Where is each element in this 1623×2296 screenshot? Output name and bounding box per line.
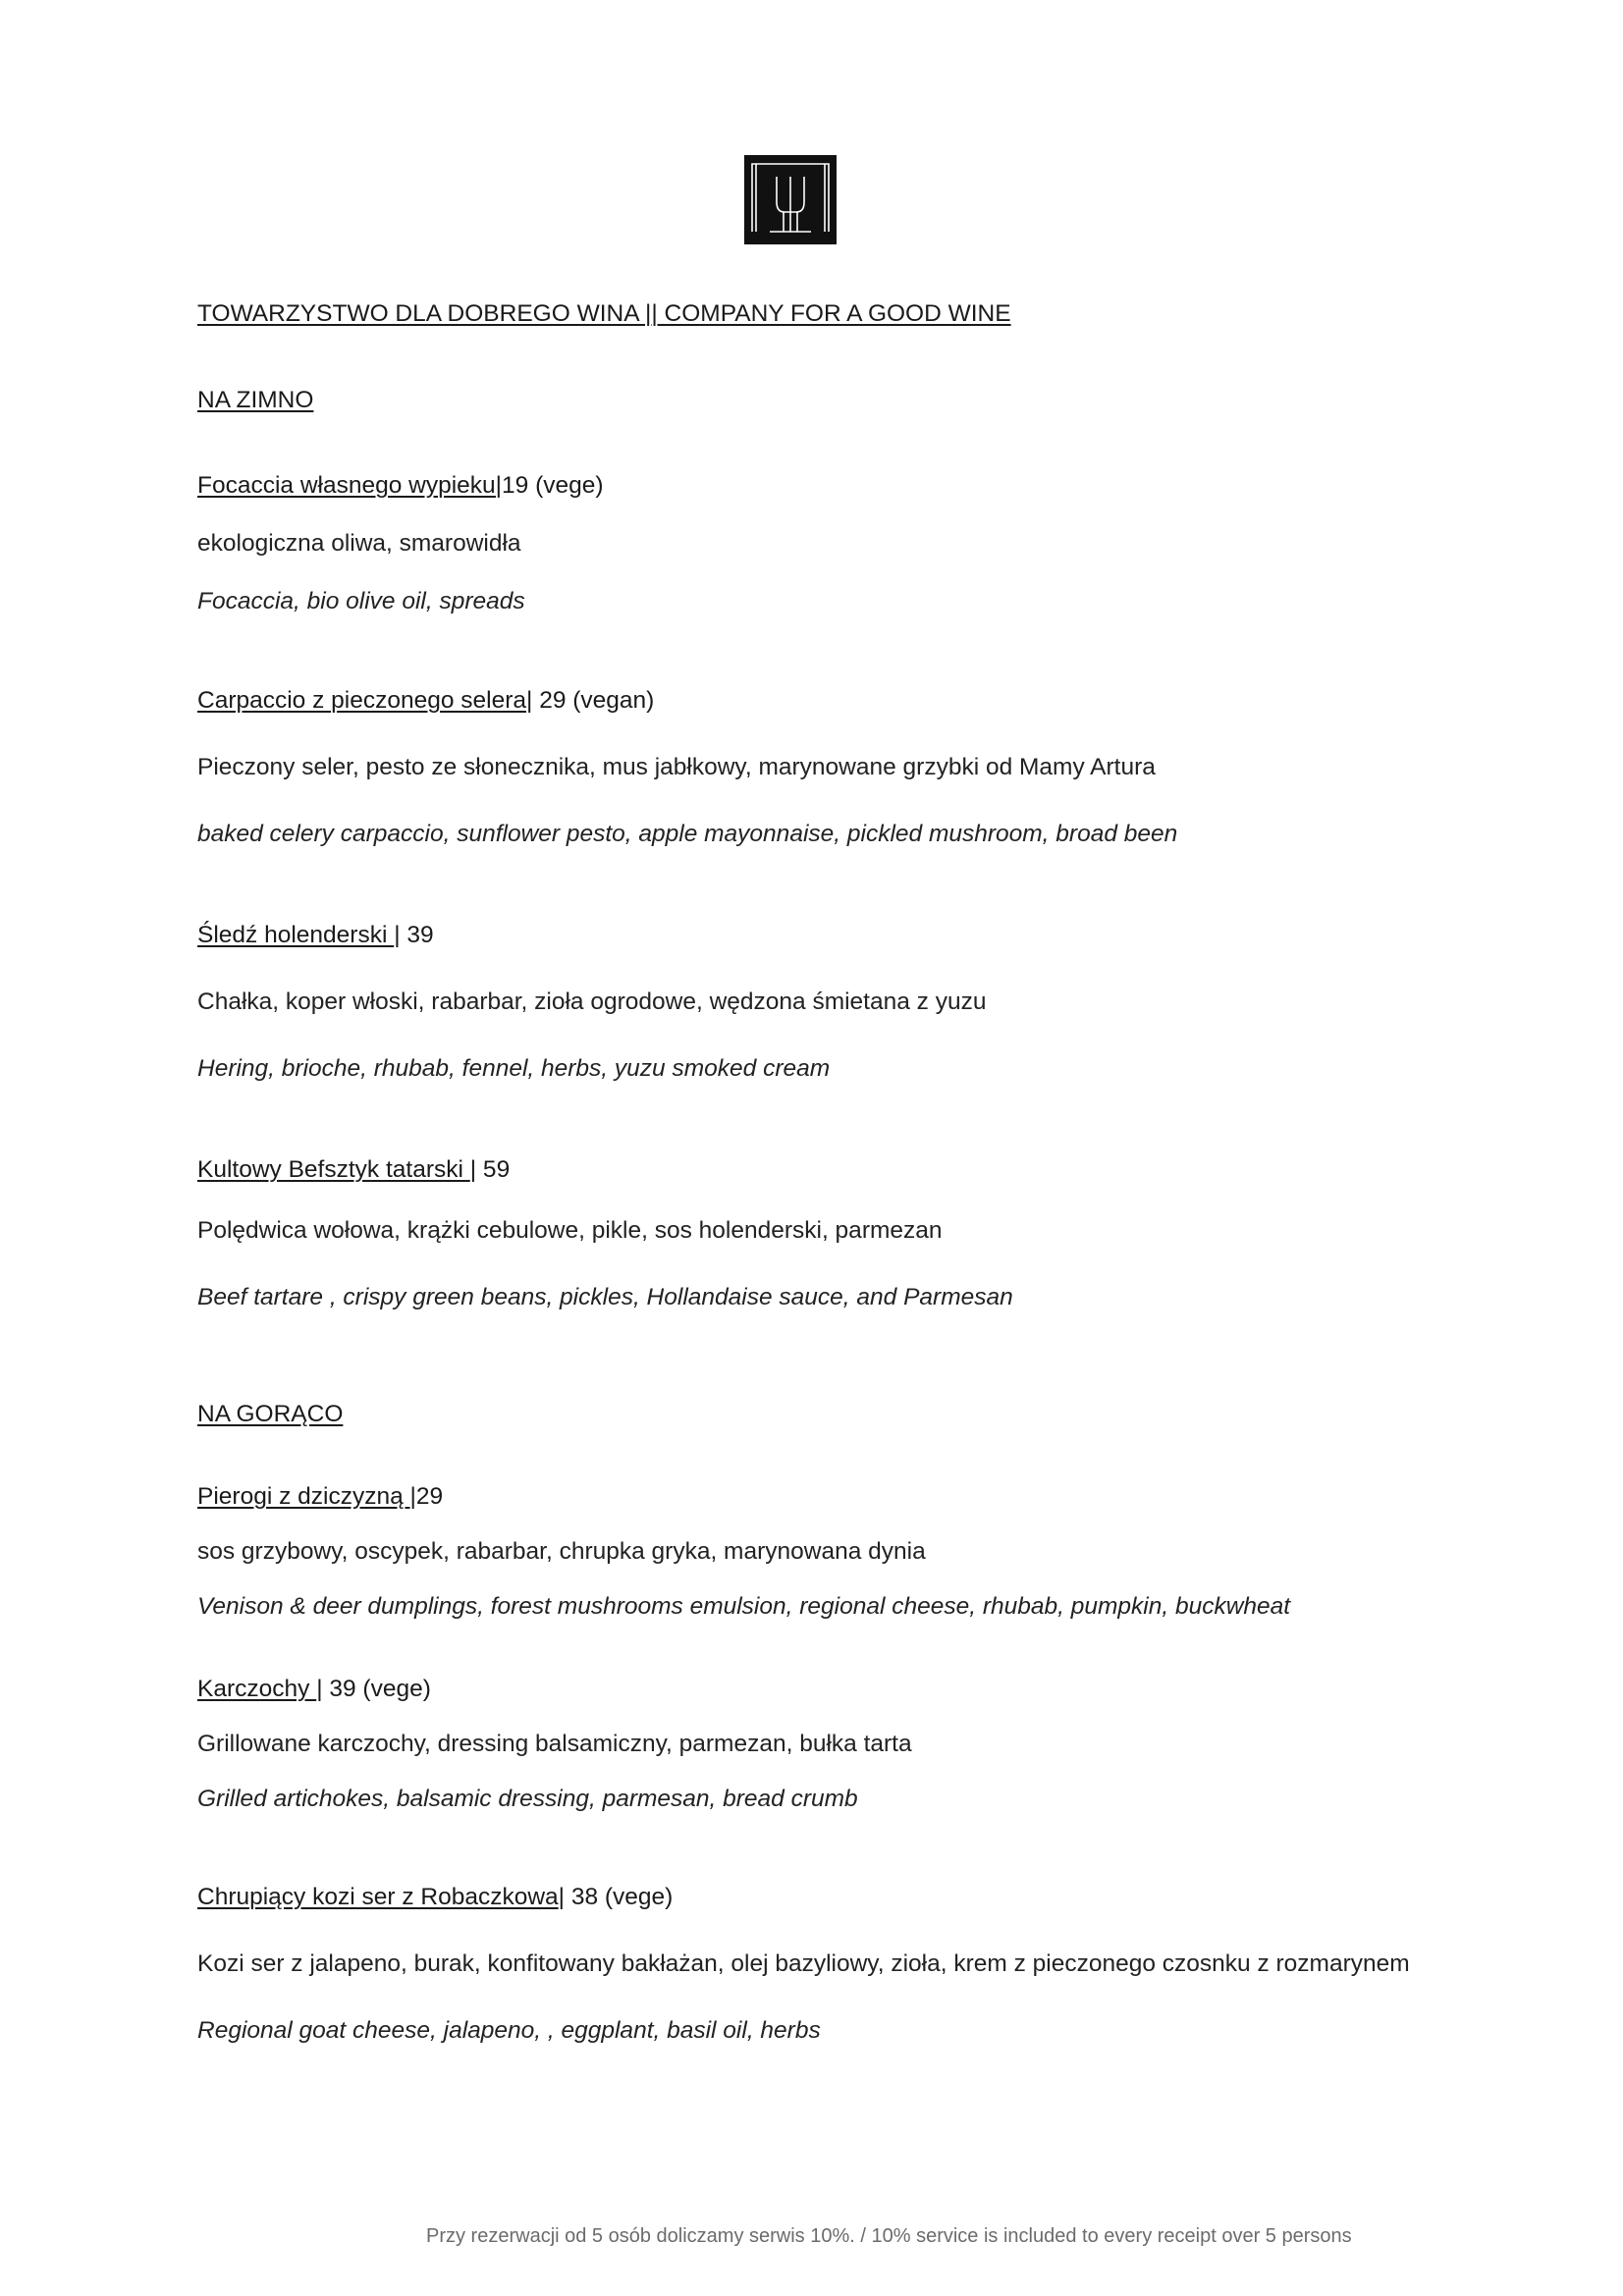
dish-name: Carpaccio z pieczonego selera bbox=[197, 687, 527, 714]
dish-name: Pierogi z dziczyzną bbox=[197, 1483, 410, 1510]
dish-price: |29 bbox=[409, 1483, 444, 1510]
dish-description-en: Hering, brioche, rhubab, fennel, herbs, yuzu smoked cream bbox=[197, 1055, 831, 1082]
dish-description-pl: Kozi ser z jalapeno, burak, konfitowany bakłażan, olej bazyliowy, zioła, krem z pieczonego czosnku z rozmarynem bbox=[197, 1950, 1410, 1977]
dish-name: Kultowy Befsztyk tatarski bbox=[197, 1156, 470, 1183]
menu-item-title bbox=[197, 1678, 431, 1702]
dish-description-en: Regional goat cheese, jalapeno, , eggplant, basil oil, herbs bbox=[197, 2017, 821, 2044]
dish-description-pl: Polędwica wołowa, krążki cebulowe, pikle, sos holenderski, parmezan bbox=[197, 1217, 943, 1244]
dish-description-en: Beef tartare , crispy green beans, pickles, Hollandaise sauce, and Parmesan bbox=[197, 1284, 1013, 1310]
dish-description-en: Focaccia, bio olive oil, spreads bbox=[197, 588, 525, 614]
section-heading-hot: NA GORĄCO bbox=[197, 1401, 344, 1427]
dish-name: Śledź holenderski bbox=[197, 922, 395, 948]
dish-price: | 59 bbox=[469, 1156, 511, 1183]
menu-item-title bbox=[197, 1485, 443, 1510]
dish-name: Chrupiący kozi ser z Robaczkowa bbox=[197, 1884, 559, 1910]
dish-description-pl: sos grzybowy, oscypek, rabarbar, chrupka gryka, marynowana dynia bbox=[197, 1538, 926, 1565]
dish-name: Focaccia własnego wypieku| bbox=[197, 472, 503, 499]
menu-item-title bbox=[197, 689, 654, 714]
menu-item-title bbox=[197, 474, 604, 499]
dish-description-pl: Pieczony seler, pesto ze słonecznika, mus jabłkowy, marynowane grzybki od Mamy Artura bbox=[197, 754, 1156, 780]
dish-price: 19 (vege) bbox=[502, 472, 604, 499]
dish-name: Karczochy bbox=[197, 1676, 317, 1702]
dish-price: | 39 (vege) bbox=[316, 1676, 431, 1702]
service-charge-note: Przy rezerwacji od 5 osób doliczamy serwis 10%. / 10% service is included to every receipt over 5 persons bbox=[426, 2225, 1352, 2247]
dish-price: | 39 bbox=[394, 922, 434, 948]
dish-price: | 38 (vege) bbox=[558, 1884, 674, 1910]
dish-description-en: baked celery carpaccio, sunflower pesto, apple mayonnaise, pickled mushroom, broad been bbox=[197, 821, 1178, 847]
dish-description-pl: ekologiczna oliwa, smarowidła bbox=[197, 530, 521, 557]
menu-item-title bbox=[197, 1886, 673, 1910]
page-title: TOWARZYSTWO DLA DOBREGO WINA || COMPANY FOR A GOOD WINE bbox=[197, 300, 1011, 327]
wine-fork-logo-icon bbox=[744, 155, 837, 244]
dish-description-pl: Chałka, koper włoski, rabarbar, zioła ogrodowe, wędzona śmietana z yuzu bbox=[197, 988, 987, 1015]
dish-price: | 29 (vegan) bbox=[526, 687, 655, 714]
menu-item-title bbox=[197, 1158, 510, 1183]
section-heading-cold: NA ZIMNO bbox=[197, 387, 314, 413]
dish-description-en: Venison & deer dumplings, forest mushrooms emulsion, regional cheese, rhubab, pumpkin, buckwheat bbox=[197, 1593, 1291, 1620]
menu-item-title bbox=[197, 924, 434, 948]
dish-description-pl: Grillowane karczochy, dressing balsamiczny, parmezan, bułka tarta bbox=[197, 1731, 912, 1757]
dish-description-en: Grilled artichokes, balsamic dressing, parmesan, bread crumb bbox=[197, 1786, 858, 1812]
